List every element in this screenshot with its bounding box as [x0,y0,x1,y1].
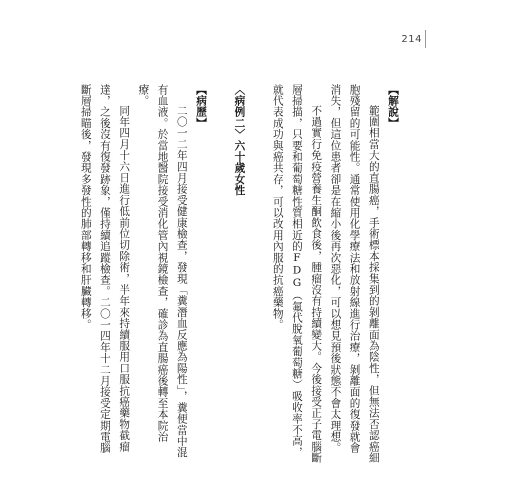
history-paragraph-1: 二〇一二年四月接受健康檢查，發現「糞潛血反應為陽性」，糞便當中混有血液。於當地醫院接受消化管內視鏡檢查，確診為直腸癌後轉至本院治療。 [137,84,188,459]
vertical-text-body [79,84,402,464]
explanation-heading: 【解說】 [387,84,399,129]
history-paragraph-2: 同年四月十六日進行低前位切除術，半年來持續服用口服抗癌藥物截瘤達，之後沒有復發跡象，僅持續追蹤檢查。二〇一四年十二月接受定期電腦斷層掃瞄後，發現多發性的肺部轉移和肝臟轉移。 [79,84,131,454]
page-number: 214 [401,34,422,45]
page-number-rule [425,30,426,48]
explanation-paragraph-2: 不過實行免疫營養生酮飲食後，腫瘤沒有持續變大。今後接受正子電腦斷層掃描，只要和葡萄糖性質相近的FDG（氟代脫氧葡萄糖）吸收率不高，就代表成功與癌共存，可以改用內服的抗癌藥物。 [271,84,323,464]
case-heading: 〈病例二〉六十歲女性 [233,84,246,196]
history-heading: 【病歷】 [195,84,207,129]
explanation-paragraph-1: 範圍相當大的直腸癌，手術標本採集到的剝離面為陰性，但無法否認癌細胞殘留的可能性。通常使用化學療法和放射線進行治療，剝離面的復發就會消失，但這位患者卻是在縮小後再次惡化，可以想見預後狀態不會太理想。 [329,84,380,464]
